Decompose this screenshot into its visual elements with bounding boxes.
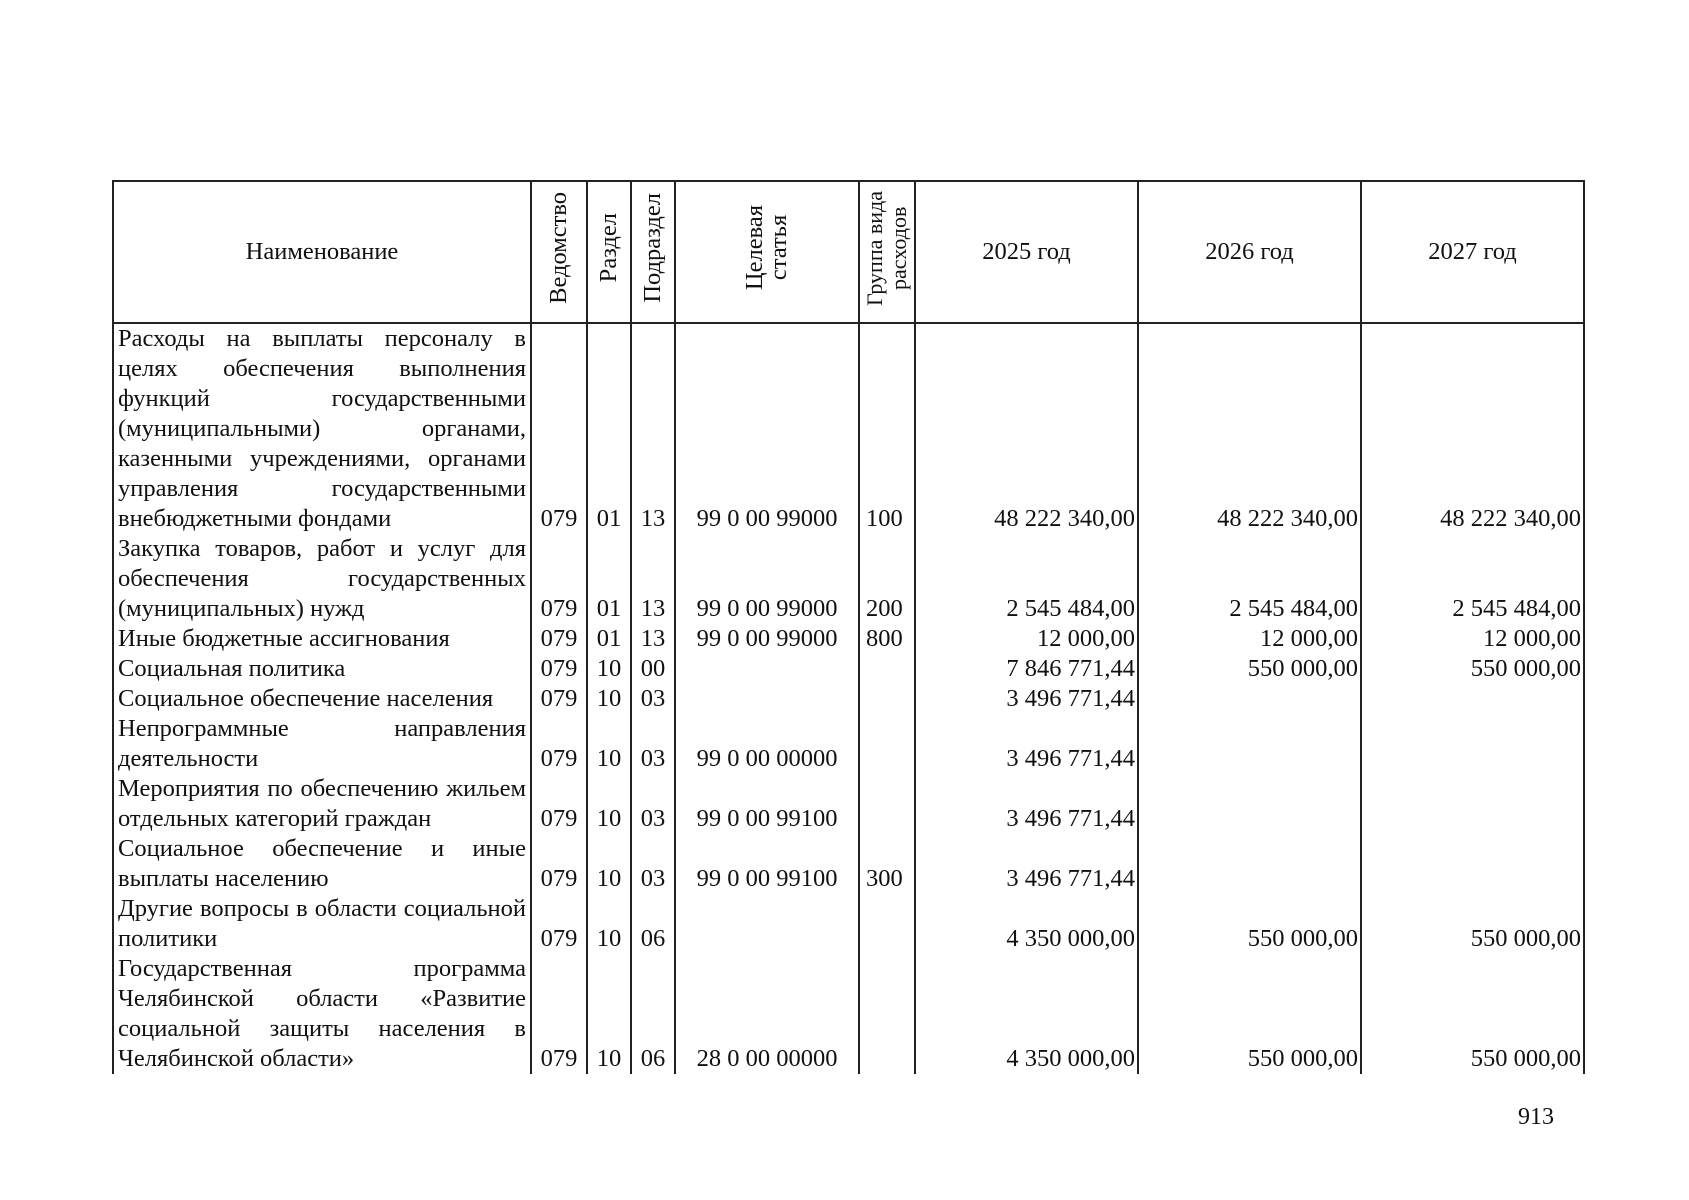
- row-vedomstvo: 079: [531, 684, 587, 714]
- row-vedomstvo: 079: [531, 954, 587, 1074]
- row-celevaya: 99 0 00 00000: [675, 714, 859, 774]
- row-razdel: 10: [587, 654, 631, 684]
- row-podrazdel: 13: [631, 323, 675, 534]
- row-name: Мероприятия по обеспечению жильем отдельных категорий граждан: [113, 774, 531, 834]
- row-vedomstvo: 079: [531, 624, 587, 654]
- row-podrazdel: 03: [631, 684, 675, 714]
- row-name: Социальное обеспечение и иные выплаты населению: [113, 834, 531, 894]
- row-2026: 12 000,00: [1138, 624, 1361, 654]
- row-name: Государственная программа Челябинской области «Развитие социальной защиты населения в Челябинской области»: [113, 954, 531, 1074]
- row-2027: 550 000,00: [1361, 894, 1584, 954]
- row-gruppa: [859, 954, 915, 1074]
- header-celevaya-statya: Целевая статья: [675, 181, 859, 323]
- row-2027: [1361, 774, 1584, 834]
- row-2025: 12 000,00: [915, 624, 1138, 654]
- table-row: [113, 954, 1584, 1074]
- row-name: Другие вопросы в области социальной политики: [113, 894, 531, 954]
- row-2025: 4 350 000,00: [915, 954, 1138, 1074]
- row-podrazdel: 13: [631, 624, 675, 654]
- row-gruppa: [859, 684, 915, 714]
- row-name: Непрограммные направления деятельности: [113, 714, 531, 774]
- row-gruppa: [859, 894, 915, 954]
- table-row: [113, 894, 1584, 954]
- row-razdel: 01: [587, 624, 631, 654]
- row-2025: 3 496 771,44: [915, 834, 1138, 894]
- row-gruppa: [859, 654, 915, 684]
- row-2026: 48 222 340,00: [1138, 323, 1361, 534]
- header-razdel: Раздел: [587, 181, 631, 323]
- row-name: Иные бюджетные ассигнования: [113, 624, 531, 654]
- table-row: [113, 684, 1584, 714]
- row-vedomstvo: 079: [531, 714, 587, 774]
- row-gruppa: 200: [859, 534, 915, 624]
- row-podrazdel: 03: [631, 774, 675, 834]
- row-vedomstvo: 079: [531, 534, 587, 624]
- row-celevaya: 99 0 00 99000: [675, 624, 859, 654]
- row-celevaya: [675, 894, 859, 954]
- row-gruppa: 100: [859, 323, 915, 534]
- row-celevaya: 99 0 00 99100: [675, 834, 859, 894]
- row-vedomstvo: 079: [531, 323, 587, 534]
- row-razdel: 01: [587, 323, 631, 534]
- row-name: Расходы на выплаты персоналу в целях обеспечения выполнения функций государственными (муниципальными) органами, казенными учреждениями, органами управления государственными внебюджетными фондами: [113, 323, 531, 534]
- row-2026: [1138, 774, 1361, 834]
- row-2026: [1138, 834, 1361, 894]
- row-2026: [1138, 684, 1361, 714]
- table-row: [113, 624, 1584, 654]
- row-vedomstvo: 079: [531, 654, 587, 684]
- page-number: 913: [1518, 1104, 1554, 1130]
- row-razdel: 10: [587, 684, 631, 714]
- table-row: [113, 714, 1584, 774]
- row-2027: [1361, 714, 1584, 774]
- table-row: [113, 323, 1584, 534]
- row-razdel: 10: [587, 954, 631, 1074]
- budget-table: [112, 180, 1585, 1074]
- row-gruppa: 800: [859, 624, 915, 654]
- row-podrazdel: 06: [631, 894, 675, 954]
- row-2027: 550 000,00: [1361, 654, 1584, 684]
- row-2026: [1138, 714, 1361, 774]
- row-2025: 7 846 771,44: [915, 654, 1138, 684]
- header-podrazdel: Подраздел: [631, 181, 675, 323]
- row-2027: [1361, 834, 1584, 894]
- row-podrazdel: 06: [631, 954, 675, 1074]
- row-2027: 2 545 484,00: [1361, 534, 1584, 624]
- row-2027: [1361, 684, 1584, 714]
- row-celevaya: 99 0 00 99000: [675, 534, 859, 624]
- row-2025: 4 350 000,00: [915, 894, 1138, 954]
- row-2025: 3 496 771,44: [915, 684, 1138, 714]
- table-row: [113, 654, 1584, 684]
- row-name: Социальная политика: [113, 654, 531, 684]
- row-gruppa: 300: [859, 834, 915, 894]
- header-gruppa-vida-rashodov: Группа вида расходов: [859, 181, 915, 323]
- table-row: [113, 534, 1584, 624]
- row-gruppa: [859, 714, 915, 774]
- row-vedomstvo: 079: [531, 774, 587, 834]
- row-name: Закупка товаров, работ и услуг для обеспечения государственных (муниципальных) нужд: [113, 534, 531, 624]
- row-podrazdel: 13: [631, 534, 675, 624]
- row-razdel: 10: [587, 714, 631, 774]
- table-body: [113, 323, 1584, 1074]
- table-row: [113, 834, 1584, 894]
- row-celevaya: [675, 654, 859, 684]
- row-vedomstvo: 079: [531, 894, 587, 954]
- row-gruppa: [859, 774, 915, 834]
- row-2027: 48 222 340,00: [1361, 323, 1584, 534]
- row-celevaya: [675, 684, 859, 714]
- table-header: [113, 181, 1584, 323]
- row-2025: 2 545 484,00: [915, 534, 1138, 624]
- row-2026: 550 000,00: [1138, 954, 1361, 1074]
- row-podrazdel: 03: [631, 714, 675, 774]
- header-2026: 2026 год: [1138, 181, 1361, 323]
- row-podrazdel: 03: [631, 834, 675, 894]
- row-2026: 550 000,00: [1138, 894, 1361, 954]
- row-razdel: 10: [587, 834, 631, 894]
- header-name: Наименование: [113, 181, 531, 323]
- row-2026: 2 545 484,00: [1138, 534, 1361, 624]
- row-celevaya: 28 0 00 00000: [675, 954, 859, 1074]
- row-vedomstvo: 079: [531, 834, 587, 894]
- row-2027: 12 000,00: [1361, 624, 1584, 654]
- row-2026: 550 000,00: [1138, 654, 1361, 684]
- row-name: Социальное обеспечение населения: [113, 684, 531, 714]
- table-row: [113, 774, 1584, 834]
- row-celevaya: 99 0 00 99000: [675, 323, 859, 534]
- row-2025: 3 496 771,44: [915, 714, 1138, 774]
- row-razdel: 10: [587, 774, 631, 834]
- row-podrazdel: 00: [631, 654, 675, 684]
- row-razdel: 10: [587, 894, 631, 954]
- header-2025: 2025 год: [915, 181, 1138, 323]
- header-vedomstvo: Ведомство: [531, 181, 587, 323]
- row-razdel: 01: [587, 534, 631, 624]
- row-2025: 3 496 771,44: [915, 774, 1138, 834]
- row-celevaya: 99 0 00 99100: [675, 774, 859, 834]
- header-2027: 2027 год: [1361, 181, 1584, 323]
- row-2025: 48 222 340,00: [915, 323, 1138, 534]
- row-2027: 550 000,00: [1361, 954, 1584, 1074]
